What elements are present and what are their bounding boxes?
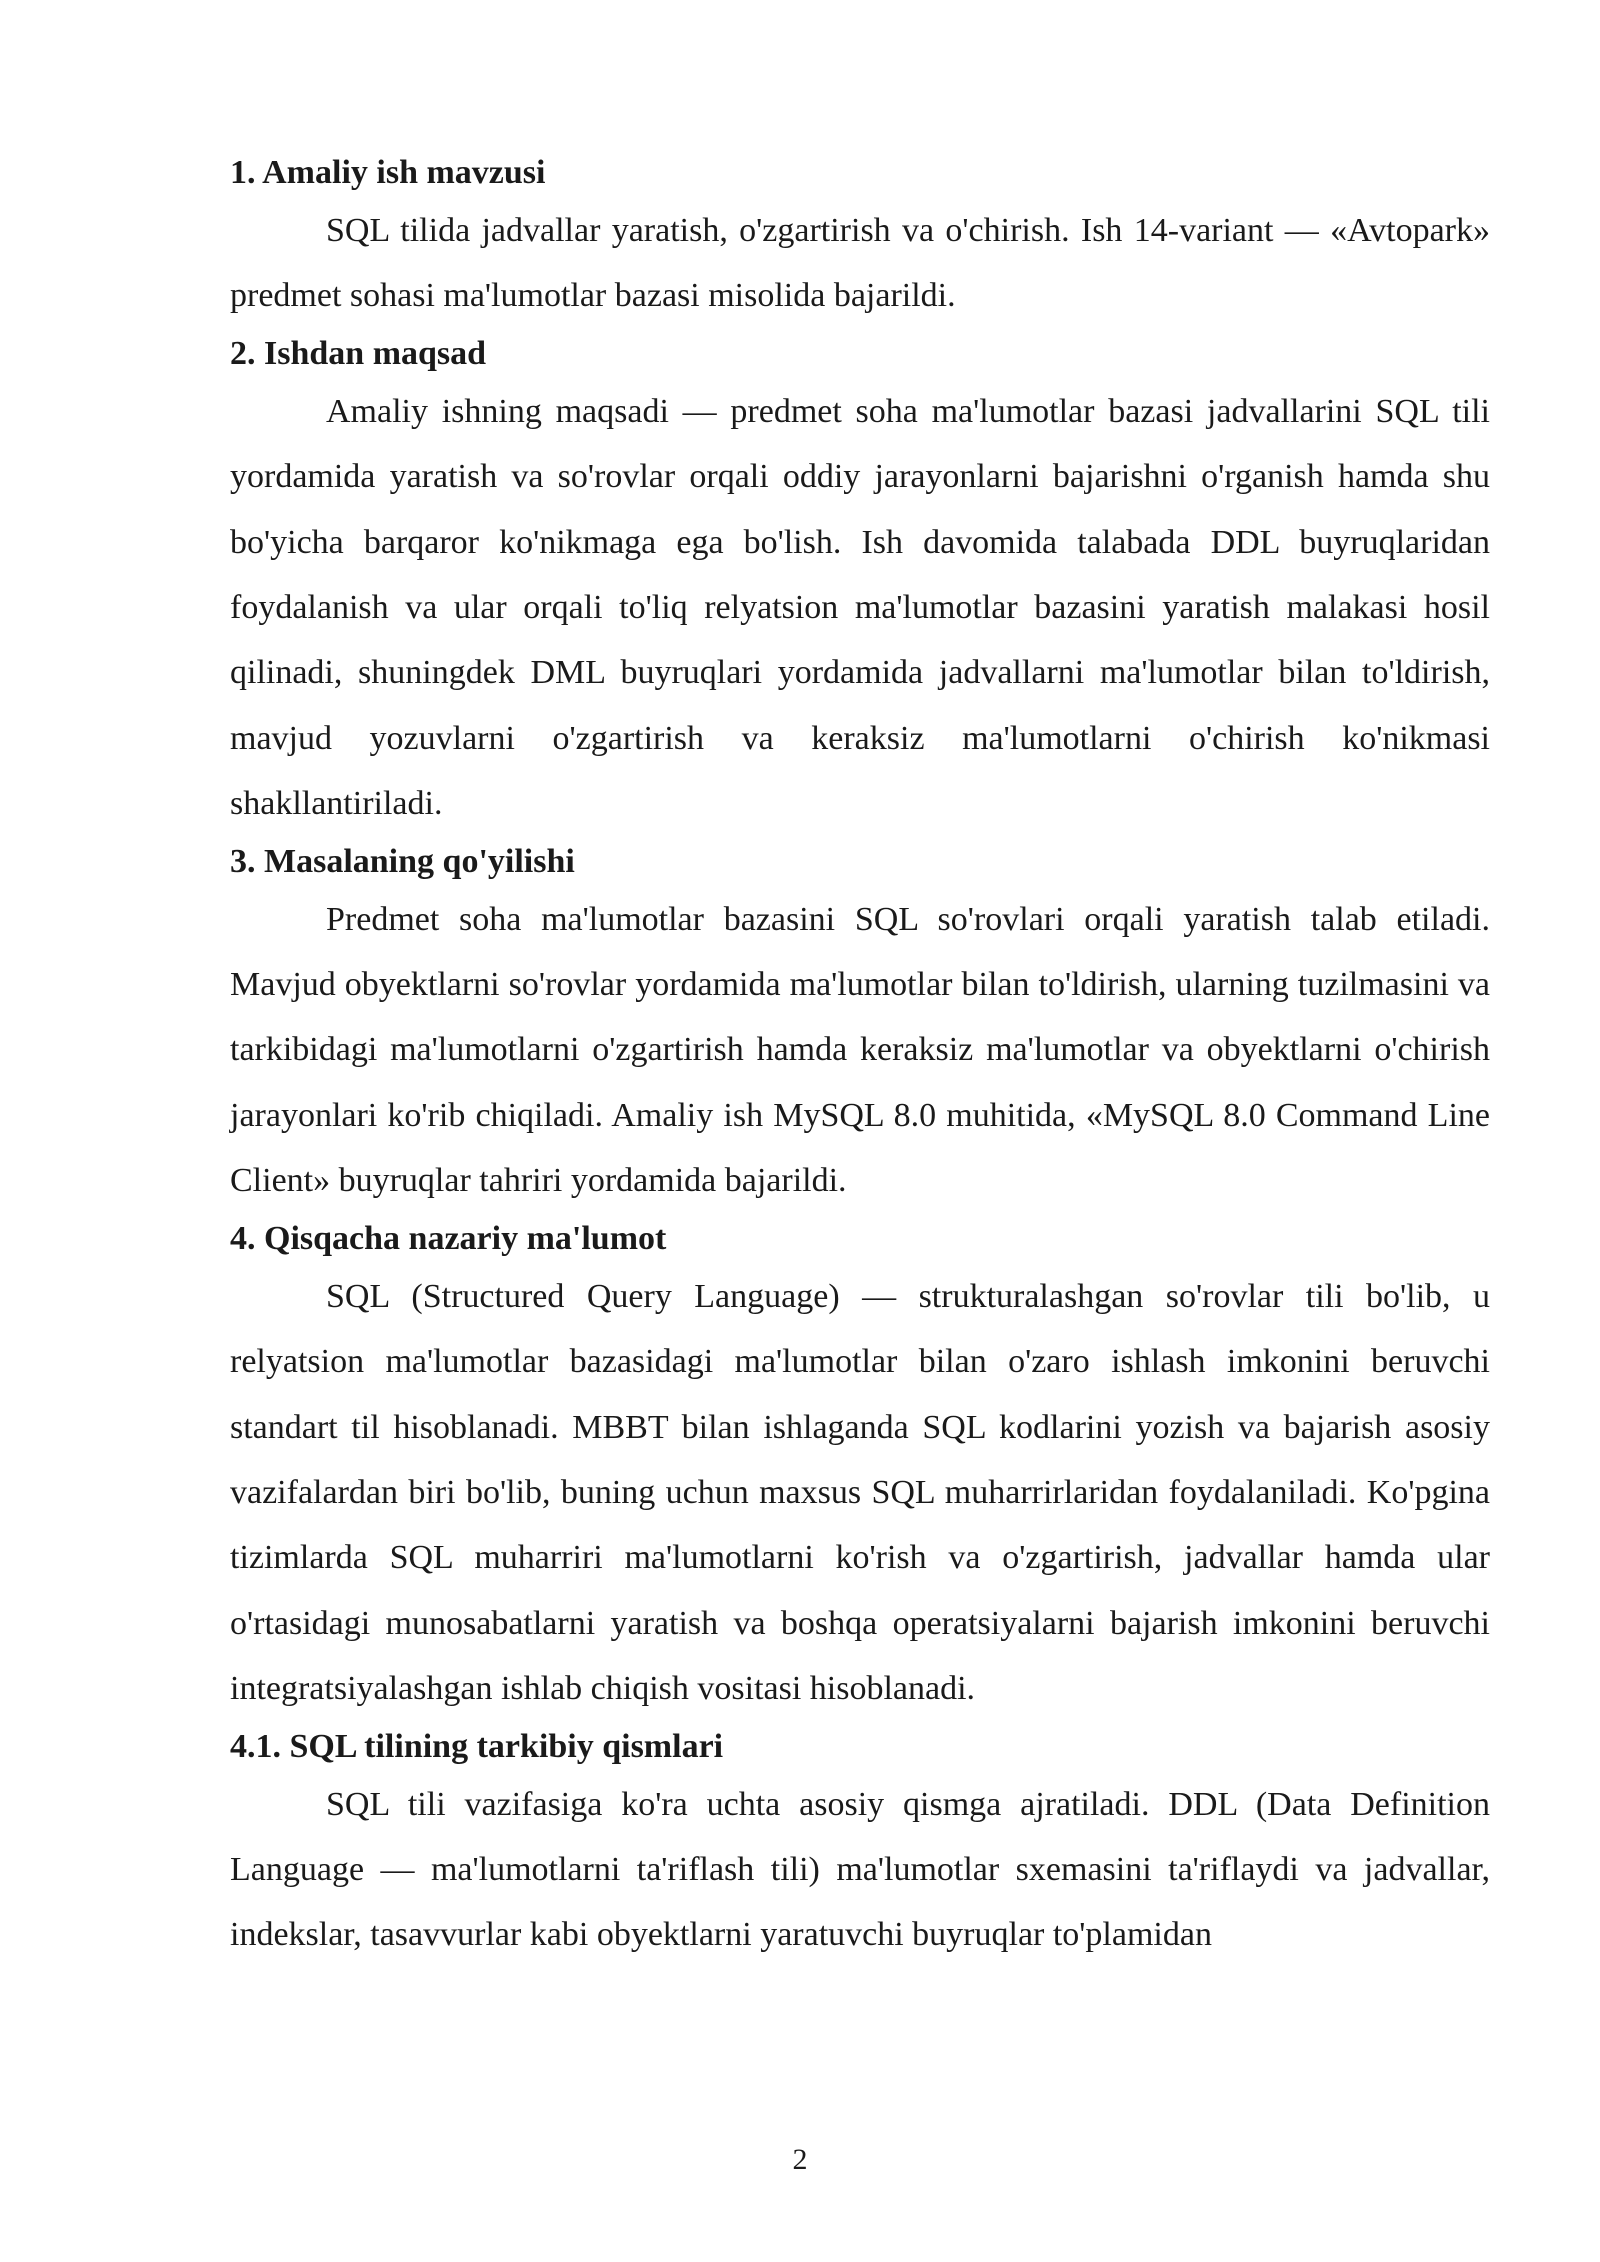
section-3-paragraph: Predmet soha ma'lumotlar bazasini SQL so'rovlari orqali yaratish talab etiladi. Mavjud obyektlarni so'rovlar yordamida ma'lumotlar bilan to'ldirish, ularning tuzilmasini va tarkibidagi ma'lumotlarni o'zgartirish hamda keraksiz ma'lumotlar va obyektlarni o'chirish jarayonlari ko'rib chiqiladi. Amaliy ish MySQL 8.0 muhitida, «MySQL 8.0 Command Line Client» buyruqlar tahriri yordamida bajarildi. xyxy=(230,900,1490,1200)
section-2-paragraph: Amaliy ishning maqsadi — predmet soha ma'lumotlar bazasi jadvallarini SQL tili yordamida yaratish va so'rovlar orqali oddiy jarayonlarni bajarishni o'rganish hamda shu bo'yicha barqaror ko'nikmaga ega bo'lish. Ish davomida talabada DDL buyruqlaridan foydalanish va ular orqali to'liq relyatsion ma'lumotlar bazasini yaratish malakasi hosil qilinadi, shuningdek DML buyruqlari yordamida jadvallarni ma'lumotlar bilan to'ldirish, mavjud yozuvlarni o'zgartirish va keraksiz ma'lumotlarni o'chirish ko'nikmasi shakllantiriladi. xyxy=(230,392,1490,823)
section-4-1-paragraph: SQL tili vazifasiga ko'ra uchta asosiy qismga ajratiladi. DDL (Data Definition Language — ma'lumotlarni ta'riflash tili) ma'lumotlar sxemasini ta'riflaydi va jadvallar, indekslar, tasavvurlar kabi obyektlarni yaratuvchi buyruqlar to'plamidan xyxy=(230,1785,1490,1954)
section-4-heading: 4. Qisqacha nazariy ma'lumot xyxy=(230,1219,667,1257)
section-4-paragraph: SQL (Structured Query Language) — strukturalashgan so'rovlar tili bo'lib, u relyatsion ma'lumotlar bazasidagi ma'lumotlar bilan o'zaro ishlash imkonini beruvchi standart til hisoblanadi. MBBT bilan ishlaganda SQL kodlarini yozish va bajarish asosiy vazifalardan biri bo'lib, buning uchun maxsus SQL muharrirlaridan foydalaniladi. Ko'pgina tizimlarda SQL muharriri ma'lumotlarni ko'rish va o'zgartirish, jadvallar hamda ular o'rtasidagi munosabatlarni yaratish va boshqa operatsiyalarni bajarish imkonini beruvchi integratsiyalashgan ishlab chiqish vositasi hisoblanadi. xyxy=(230,1277,1490,1708)
page-number: 2 xyxy=(792,2143,808,2176)
section-2-heading: 2. Ishdan maqsad xyxy=(230,334,487,372)
section-1-heading: 1. Amaliy ish mavzusi xyxy=(230,154,546,191)
section-3-heading: 3. Masalaning qo'yilishi xyxy=(230,842,575,880)
document-page xyxy=(230,148,1490,1968)
section-1-paragraph: SQL tilida jadvallar yaratish, o'zgartirish va o'chirish. Ish 14-variant — «Avtopark» predmet sohasi ma'lumotlar bazasi misolida bajarildi. xyxy=(230,212,1490,315)
section-4-1-heading: 4.1. SQL tilining tarkibiy qismlari xyxy=(230,1727,724,1765)
